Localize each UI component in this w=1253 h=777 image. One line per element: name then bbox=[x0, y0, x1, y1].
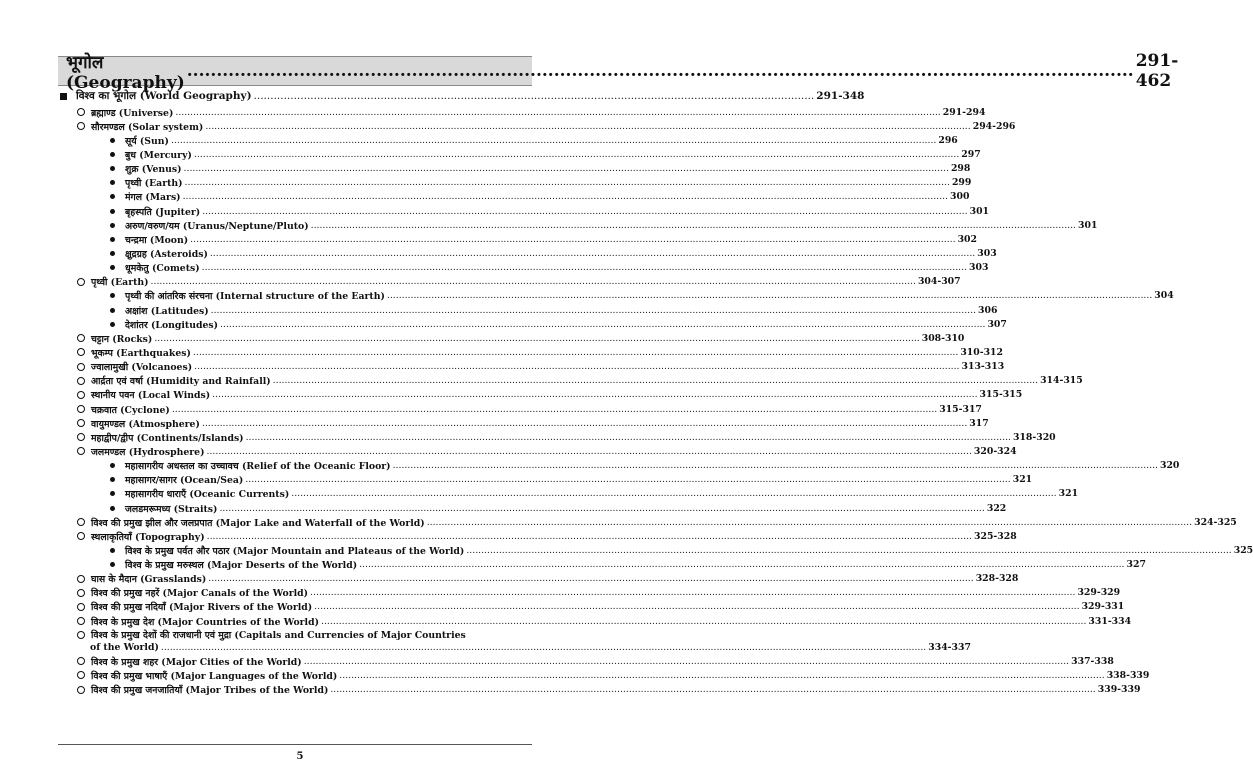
entry-pages: 294-296 bbox=[972, 120, 1016, 132]
circle-bullet-icon bbox=[77, 363, 85, 371]
toc-entry bbox=[76, 487, 1079, 501]
dot-bullet-icon bbox=[110, 152, 115, 157]
entry-pages: 301 bbox=[1078, 219, 1098, 231]
circle-bullet-icon bbox=[77, 631, 85, 639]
toc-entry bbox=[76, 204, 990, 218]
dot-bullet-icon bbox=[110, 491, 115, 496]
dot-bullet-icon bbox=[110, 166, 115, 171]
entry-pages: 327 bbox=[1126, 559, 1146, 571]
toc-entry bbox=[76, 473, 1033, 487]
entry-label: सौरमण्डल (Solar system) bbox=[91, 121, 204, 133]
entry-pages: 314-315 bbox=[1040, 375, 1083, 387]
leader-dots bbox=[202, 206, 967, 217]
leader-dots bbox=[154, 333, 919, 344]
leader-dots bbox=[151, 276, 916, 287]
entry-label: बृहस्पति (Jupiter) bbox=[125, 206, 201, 218]
dot-bullet-icon bbox=[110, 463, 115, 468]
leader-dots bbox=[219, 503, 984, 514]
toc-entry bbox=[76, 402, 982, 416]
entry-label: महासागरीय धाराएँ (Oceanic Currents) bbox=[125, 489, 290, 501]
entry-label: पृथ्वी (Earth) bbox=[91, 277, 149, 289]
entry-pages: 325-328 bbox=[974, 530, 1017, 542]
leader-dots bbox=[311, 220, 1076, 231]
leader-dots bbox=[172, 404, 937, 415]
leader-dots bbox=[246, 432, 1011, 443]
entry-label: धूमकेतु (Comets) bbox=[125, 263, 200, 275]
toc-entry bbox=[76, 654, 1114, 668]
entry-pages: 322 bbox=[986, 502, 1007, 514]
leader-dots bbox=[184, 163, 949, 174]
circle-bullet-icon bbox=[77, 657, 85, 665]
toc-list bbox=[76, 105, 1253, 697]
entry-pages: 300 bbox=[950, 191, 970, 203]
entry-label: महाद्वीप/द्वीप (Continents/Islands) bbox=[91, 432, 244, 444]
entry-pages: 328-328 bbox=[975, 573, 1019, 585]
entry-pages: 325 bbox=[1233, 544, 1253, 556]
toc-entry bbox=[76, 162, 971, 176]
entry-pages: 321 bbox=[1058, 488, 1079, 500]
entry-pages: 308-310 bbox=[921, 332, 965, 344]
entry-label: महासागरीय अधस्तल का उच्चावच (Relief of the Oceanic Floor) bbox=[125, 461, 391, 473]
toc-entry bbox=[76, 388, 1023, 402]
entry-pages: 320 bbox=[1159, 460, 1180, 472]
entry-pages: 318-320 bbox=[1012, 431, 1056, 443]
leader-dots bbox=[304, 656, 1069, 667]
leader-dots bbox=[245, 474, 1010, 485]
leader-dots bbox=[194, 361, 959, 372]
leader-dots bbox=[190, 234, 955, 245]
dot-bullet-icon bbox=[110, 223, 115, 228]
leader-dots bbox=[207, 531, 972, 542]
circle-bullet-icon bbox=[77, 447, 85, 455]
toc-entry bbox=[76, 176, 972, 190]
entry-pages: 299 bbox=[951, 177, 972, 189]
toc-entry bbox=[76, 345, 1003, 359]
leader-dots bbox=[183, 191, 948, 202]
dot-bullet-icon bbox=[110, 180, 115, 185]
entry-label: विश्व के प्रमुख देशों की राजधानी एवं मुद्रा (Capitals and Currencies of Major Countries bbox=[91, 630, 466, 642]
leader-dots bbox=[339, 670, 1104, 681]
circle-bullet-icon bbox=[77, 433, 85, 441]
toc-entry bbox=[76, 105, 986, 119]
entry-pages: 331-334 bbox=[1088, 615, 1132, 627]
toc-entry bbox=[76, 682, 1141, 697]
entry-pages: 310-312 bbox=[960, 346, 1003, 358]
circle-bullet-icon bbox=[77, 391, 85, 399]
section-heading bbox=[58, 89, 865, 103]
leader-dots bbox=[291, 488, 1056, 499]
toc-entry bbox=[76, 317, 1007, 331]
dot-bullet-icon bbox=[110, 194, 115, 199]
toc-entry bbox=[76, 360, 1005, 374]
entry-pages: 302 bbox=[957, 233, 977, 245]
leader-dots bbox=[212, 389, 977, 400]
leader-dots bbox=[359, 559, 1124, 570]
toc-entry bbox=[76, 303, 998, 317]
dot-bullet-icon bbox=[110, 562, 115, 567]
page-number: 5 bbox=[296, 751, 304, 762]
circle-bullet-icon bbox=[77, 108, 85, 116]
toc-entry bbox=[76, 416, 989, 430]
circle-bullet-icon bbox=[77, 686, 85, 694]
leader-dots bbox=[185, 177, 950, 188]
toc-entry bbox=[76, 331, 965, 345]
toc-entry bbox=[76, 628, 532, 641]
circle-bullet-icon bbox=[77, 532, 85, 540]
chapter-pages: 291-462 bbox=[1135, 51, 1179, 91]
toc-entry bbox=[76, 147, 981, 161]
entry-label: विश्व के प्रमुख पर्वत और पठार (Major Mountain and Plateaus of the World) bbox=[125, 545, 465, 557]
leader-dots: ........................................................................................................................................................................ bbox=[253, 90, 815, 102]
entry-pages: 306 bbox=[978, 304, 998, 316]
toc-entry bbox=[76, 572, 1019, 586]
footer-divider bbox=[58, 744, 532, 745]
entry-pages: 297 bbox=[961, 148, 981, 160]
toc-entry bbox=[76, 246, 997, 260]
entry-label: अक्षांश (Latitudes) bbox=[125, 305, 209, 317]
entry-label: विश्व की प्रमुख झील और जलप्रपात (Major Lake and Waterfall of the World) bbox=[91, 517, 425, 529]
toc-entry bbox=[76, 261, 989, 275]
leader-dots bbox=[208, 573, 973, 584]
leader-dots bbox=[171, 135, 936, 146]
toc-entry bbox=[76, 133, 958, 147]
leader-dots bbox=[187, 61, 1134, 81]
circle-bullet-icon bbox=[77, 419, 85, 427]
entry-pages: 303 bbox=[977, 247, 997, 259]
circle-bullet-icon bbox=[77, 334, 85, 342]
toc-entry bbox=[76, 374, 1083, 388]
leader-dots bbox=[210, 248, 975, 259]
leader-dots bbox=[393, 460, 1158, 471]
circle-bullet-icon bbox=[77, 348, 85, 356]
dot-bullet-icon bbox=[110, 237, 115, 242]
circle-bullet-icon bbox=[77, 603, 85, 611]
circle-bullet-icon bbox=[77, 518, 85, 526]
entry-label: पृथ्वी (Earth) bbox=[125, 178, 183, 190]
entry-pages: 296 bbox=[938, 134, 958, 146]
entry-label: विश्व की प्रमुख भाषाएँ (Major Languages of the World) bbox=[91, 670, 338, 682]
entry-pages: 315-317 bbox=[939, 403, 982, 415]
toc-entry bbox=[76, 459, 1180, 473]
leader-dots bbox=[314, 601, 1079, 612]
entry-label: जलमण्डल (Hydrosphere) bbox=[91, 446, 205, 458]
circle-bullet-icon bbox=[77, 122, 85, 130]
dot-bullet-icon bbox=[110, 506, 115, 511]
leader-dots bbox=[466, 545, 1231, 556]
toc-entry bbox=[76, 444, 1017, 458]
entry-pages: 304 bbox=[1154, 290, 1174, 302]
entry-pages: 304-307 bbox=[917, 276, 961, 288]
chapter-title: भूगोल (Geography) bbox=[66, 52, 185, 93]
entry-label: भूकम्प (Earthquakes) bbox=[91, 347, 191, 359]
entry-pages: 291-294 bbox=[942, 106, 986, 118]
section-title: विश्व का भूगोल (World Geography) bbox=[76, 90, 252, 102]
entry-label: देशांतर (Longitudes) bbox=[125, 319, 219, 331]
entry-pages: 339-339 bbox=[1097, 684, 1141, 696]
entry-label: मंगल (Mars) bbox=[125, 192, 181, 204]
toc-entry bbox=[76, 668, 1150, 682]
entry-pages: 337-338 bbox=[1071, 655, 1114, 667]
entry-label: स्थानीय पवन (Local Winds) bbox=[91, 390, 211, 402]
leader-dots bbox=[161, 642, 926, 653]
dot-bullet-icon bbox=[110, 138, 115, 143]
leader-dots bbox=[175, 107, 940, 118]
entry-label: विश्व के प्रमुख शहर (Major Cities of the World) bbox=[91, 656, 302, 668]
entry-pages: 317 bbox=[969, 417, 989, 429]
entry-label: पृथ्वी की आंतरिक संरचना (Internal structure of the Earth) bbox=[125, 291, 385, 303]
entry-label: चन्द्रमा (Moon) bbox=[125, 234, 189, 246]
leader-dots bbox=[321, 616, 1086, 627]
toc-entry bbox=[76, 289, 1174, 303]
leader-dots bbox=[273, 375, 1038, 386]
entry-pages: 313-313 bbox=[961, 361, 1005, 373]
entry-label: सूर्य (Sun) bbox=[125, 135, 169, 147]
dot-bullet-icon bbox=[110, 322, 115, 327]
entry-pages: 338-339 bbox=[1106, 669, 1150, 681]
entry-pages: 329-331 bbox=[1081, 601, 1125, 613]
dot-bullet-icon bbox=[110, 477, 115, 482]
circle-bullet-icon bbox=[77, 575, 85, 583]
leader-dots bbox=[211, 305, 976, 316]
entry-label: शुक्र (Venus) bbox=[125, 164, 182, 176]
entry-label: घास के मैदान (Grasslands) bbox=[91, 574, 207, 586]
toc-entry bbox=[76, 232, 977, 246]
leader-dots bbox=[220, 319, 985, 330]
entry-label: विश्व के प्रमुख देश (Major Countries of the World) bbox=[91, 616, 319, 628]
circle-bullet-icon bbox=[77, 617, 85, 625]
section-pages: 291-348 bbox=[816, 90, 865, 102]
entry-label: अरुण/वरुण/यम (Uranus/Neptune/Pluto) bbox=[125, 220, 309, 232]
entry-pages: 307 bbox=[987, 318, 1007, 330]
entry-label: क्षुद्रग्रह (Asteroids) bbox=[125, 248, 208, 260]
toc-entry bbox=[76, 501, 1007, 515]
entry-label: चक्रवात (Cyclone) bbox=[91, 404, 170, 416]
toc-entry-continuation bbox=[76, 641, 971, 654]
chapter-header bbox=[58, 51, 1179, 93]
entry-label: आर्द्रता एवं वर्षा (Humidity and Rainfall) bbox=[91, 376, 271, 388]
entry-label: जलडमरूमध्य (Straits) bbox=[125, 503, 218, 515]
entry-label-continued: of the World) bbox=[90, 642, 159, 654]
entry-label: ज्वालामुखी (Volcanoes) bbox=[91, 362, 193, 374]
entry-pages: 334-337 bbox=[928, 642, 971, 654]
entry-label: विश्व की प्रमुख नदियाँ (Major Rivers of the World) bbox=[91, 602, 313, 614]
entry-label: विश्व के प्रमुख मरुस्थल (Major Deserts of the World) bbox=[125, 560, 358, 572]
entry-pages: 301 bbox=[969, 205, 990, 217]
leader-dots bbox=[207, 446, 972, 457]
entry-pages: 298 bbox=[950, 163, 971, 175]
circle-bullet-icon bbox=[77, 405, 85, 413]
leader-dots bbox=[202, 418, 967, 429]
leader-dots bbox=[427, 517, 1192, 528]
entry-pages: 321 bbox=[1012, 474, 1033, 486]
leader-dots bbox=[310, 587, 1075, 598]
dot-bullet-icon bbox=[110, 548, 115, 553]
toc-entry bbox=[76, 558, 1146, 572]
dot-bullet-icon bbox=[110, 293, 115, 298]
entry-pages: 324-325 bbox=[1194, 516, 1237, 528]
toc-entry bbox=[76, 190, 970, 204]
leader-dots bbox=[193, 347, 958, 358]
toc-entry bbox=[76, 515, 1237, 529]
entry-label: चट्टान (Rocks) bbox=[91, 333, 153, 345]
toc-entry bbox=[76, 586, 1121, 600]
entry-label: बुध (Mercury) bbox=[125, 149, 192, 161]
circle-bullet-icon bbox=[77, 377, 85, 385]
entry-pages: 320-324 bbox=[973, 445, 1017, 457]
entry-label: वायुमण्डल (Atmosphere) bbox=[91, 418, 200, 430]
toc-entry bbox=[76, 430, 1056, 444]
leader-dots bbox=[387, 290, 1152, 301]
entry-label: स्थलाकृतियाँ (Topography) bbox=[91, 531, 205, 543]
entry-label: महासागर/सागर (Ocean/Sea) bbox=[125, 475, 244, 487]
leader-dots bbox=[330, 684, 1095, 695]
entry-label: विश्व की प्रमुख जनजातियाँ (Major Tribes of the World) bbox=[91, 685, 329, 697]
circle-bullet-icon bbox=[77, 278, 85, 286]
leader-dots bbox=[205, 121, 970, 132]
square-bullet-icon bbox=[60, 93, 67, 100]
toc-entry bbox=[76, 529, 1017, 543]
entry-pages: 315-315 bbox=[979, 389, 1023, 401]
entry-pages: 303 bbox=[969, 262, 989, 274]
toc-entry bbox=[76, 600, 1125, 614]
entry-pages: 329-329 bbox=[1077, 587, 1121, 599]
leader-dots bbox=[202, 262, 967, 273]
dot-bullet-icon bbox=[110, 209, 115, 214]
entry-label: ब्रह्माण्ड (Universe) bbox=[91, 107, 174, 119]
circle-bullet-icon bbox=[77, 671, 85, 679]
toc-entry bbox=[76, 119, 1016, 133]
entry-label: विश्व की प्रमुख नहरें (Major Canals of the World) bbox=[91, 588, 309, 600]
toc-entry bbox=[76, 275, 961, 289]
toc-entry bbox=[76, 218, 1098, 232]
leader-dots bbox=[194, 149, 959, 160]
dot-bullet-icon bbox=[110, 251, 115, 256]
circle-bullet-icon bbox=[77, 589, 85, 597]
toc-entry bbox=[76, 614, 1132, 628]
dot-bullet-icon bbox=[110, 265, 115, 270]
dot-bullet-icon bbox=[110, 308, 115, 313]
toc-entry bbox=[76, 543, 1253, 557]
